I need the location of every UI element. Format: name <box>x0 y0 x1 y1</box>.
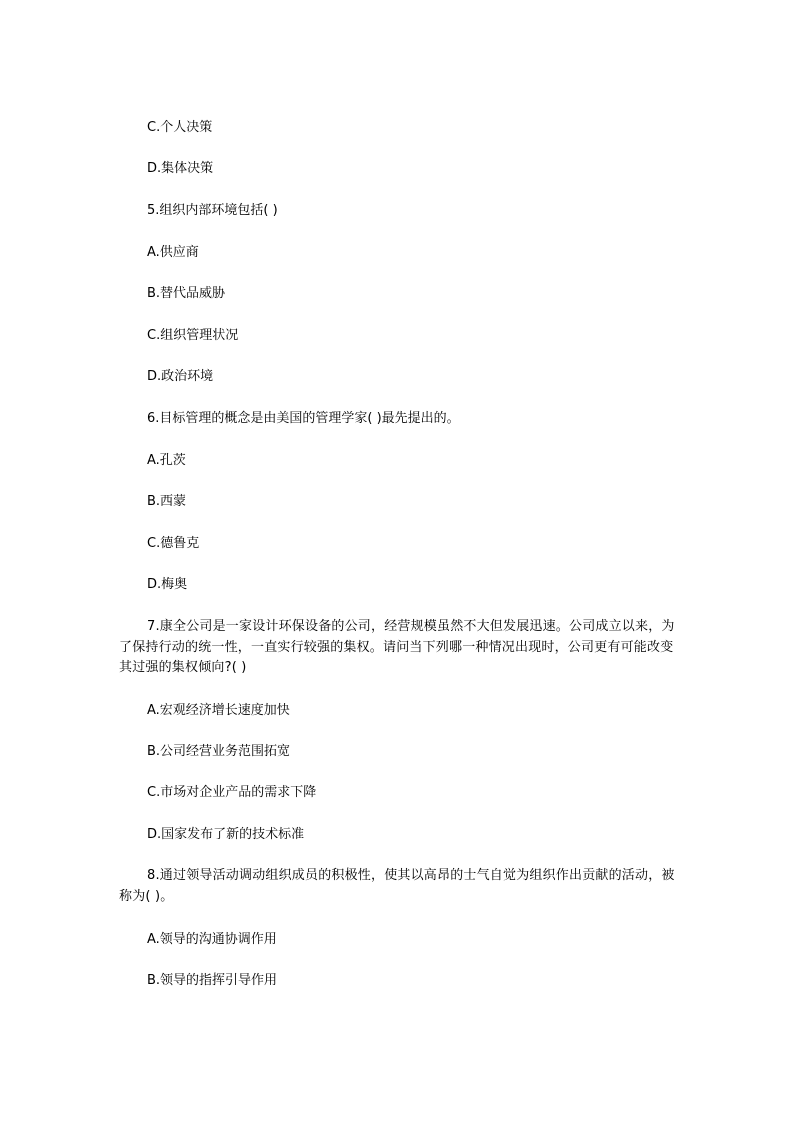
q4-option-c: C.个人决策 <box>147 120 213 135</box>
q8-option-b: B.领导的指挥引导作用 <box>147 973 278 988</box>
q5-option-c: C.组织管理状况 <box>147 328 239 343</box>
q6-option-c: C.德鲁克 <box>147 536 200 551</box>
q7-option-d: D.国家发布了新的技术标准 <box>147 827 305 842</box>
q5-option-b: B.替代品威胁 <box>147 286 226 301</box>
q7-option-b: B.公司经营业务范围拓宽 <box>147 744 291 759</box>
q4-option-d: D.集体决策 <box>147 161 214 176</box>
q5-option-a: A.供应商 <box>147 245 199 260</box>
q8-option-a: A.领导的沟通协调作用 <box>147 932 277 947</box>
q7-option-c: C.市场对企业产品的需求下降 <box>147 785 317 800</box>
q6-option-b: B.西蒙 <box>147 494 187 509</box>
q7-question: 7.康全公司是一家设计环保设备的公司，经营规模虽然不大但发展迅速。公司成立以来，为了保持行动的统一性，一直实行较强的集权。请问当下列哪一种情况出现时，公司更有可能改变其过强的集权倾向?( ) <box>119 619 675 675</box>
q5-option-d: D.政治环境 <box>147 369 214 384</box>
q6-option-d: D.梅奥 <box>147 577 188 592</box>
q5-question: 5.组织内部环境包括( ) <box>147 203 278 218</box>
q8-question: 8.通过领导活动调动组织成员的积极性，使其以高昂的士气自觉为组织作出贡献的活动，被称为( )。 <box>119 868 675 904</box>
q6-option-a: A.孔茨 <box>147 453 186 468</box>
q6-question: 6.目标管理的概念是由美国的管理学家( )最先提出的。 <box>147 411 460 426</box>
q7-option-a: A.宏观经济增长速度加快 <box>147 703 290 718</box>
